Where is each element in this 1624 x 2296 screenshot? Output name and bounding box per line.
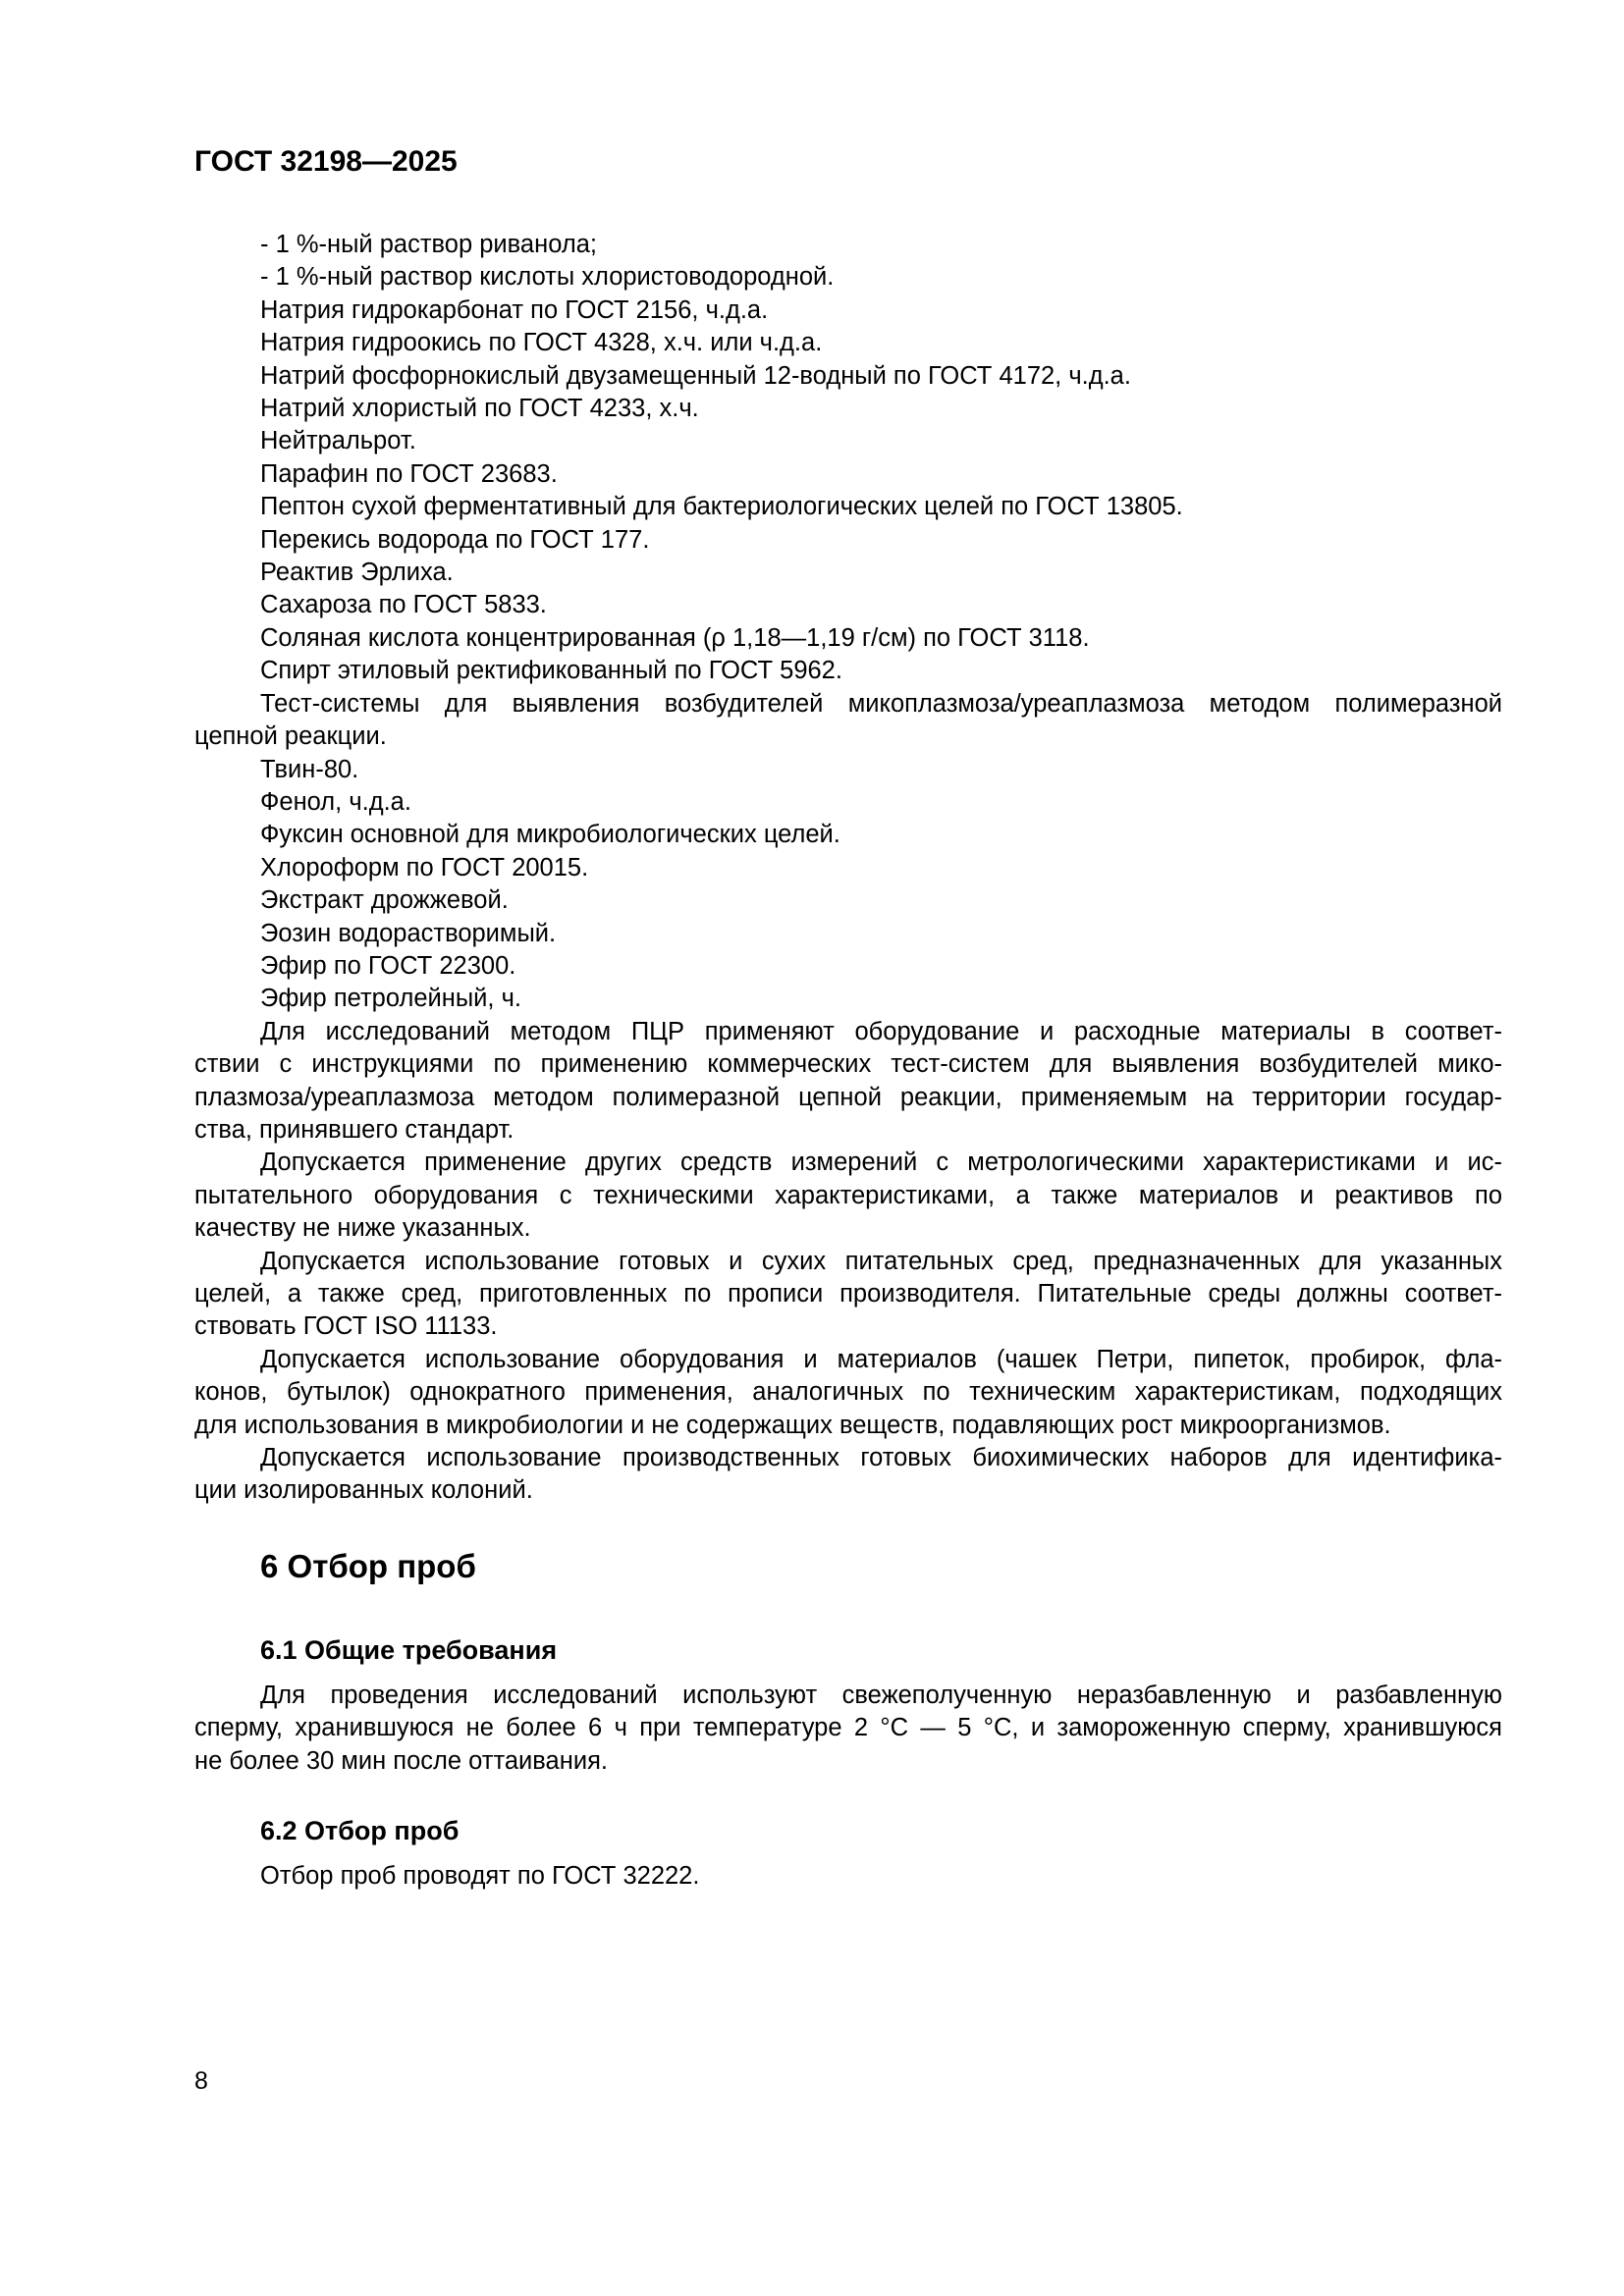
paragraph-line: ствовать ГОСТ ISO 11133. [194, 1312, 498, 1341]
paragraph-line: ции изолированных колоний. [194, 1476, 533, 1505]
text-line: Пептон сухой ферментативный для бактериологических целей по ГОСТ 13805. [260, 493, 1183, 521]
paragraph [194, 1147, 1502, 1245]
text-line: Фенол, ч.д.а. [260, 787, 411, 816]
text-line: Натрий хлористый по ГОСТ 4233, х.ч. [260, 395, 699, 423]
paragraph-line: цепной реакции. [194, 722, 387, 751]
text-line: Нейтральрот. [260, 427, 416, 455]
text-line: Натрий фосфорнокислый двузамещенный 12-водный по ГОСТ 4172, ч.д.а. [260, 361, 1131, 390]
paragraph [194, 1344, 1502, 1442]
paragraph-line: Допускается применение других средств измерений с метрологическими характеристиками и ис- [260, 1148, 1502, 1177]
paragraph [194, 1442, 1502, 1508]
text-line: Эфир по ГОСТ 22300. [260, 951, 516, 980]
paragraph-line: Допускается использование оборудования и материалов (чашек Петри, пипеток, пробирок, фла- [260, 1345, 1502, 1373]
paragraph-line: пытательного оборудования с техническими характеристиками, а также материалов и реактивов по [194, 1181, 1502, 1209]
document-body [194, 229, 1502, 1893]
paragraph [194, 1016, 1502, 1148]
paragraph-line: целей, а также сред, приготовленных по прописи производителя. Питательные среды должны соответ- [194, 1280, 1502, 1308]
paragraph-line: Для исследований методом ПЦР применяют оборудование и расходные материалы в соответ- [260, 1017, 1502, 1045]
paragraph-line: Допускается использование производственных готовых биохимических наборов для идентифика- [260, 1444, 1502, 1472]
subsection-heading: 6.1 Общие требования [260, 1634, 558, 1665]
subsection-heading: 6.2 Отбор проб [260, 1816, 460, 1846]
text-line: Сахароза по ГОСТ 5833. [260, 591, 547, 619]
paragraph-line: для использования в микробиологии и не содержащих веществ, подавляющих рост микроорганизмов. [194, 1411, 1391, 1439]
paragraph-line: качеству не ниже указанных. [194, 1214, 531, 1243]
text-line: Хлороформ по ГОСТ 20015. [260, 853, 589, 881]
paragraph-line: Для проведения исследований используют свежеполученную неразбавленную и разбавленную [260, 1681, 1502, 1709]
paragraph-line: плазмоза/уреаплазмоза методом полимеразной цепной реакции, применяемым на территории государ- [194, 1083, 1502, 1111]
text-line: Фуксин основной для микробиологических целей. [260, 821, 840, 849]
text-line: Эфир петролейный, ч. [260, 985, 521, 1013]
text-line: Парафин по ГОСТ 23683. [260, 459, 558, 488]
text-line: - 1 %-ный раствор риванола; [260, 231, 597, 258]
section-heading: 6 Отбор проб [260, 1547, 476, 1584]
text-line: - 1 %-ный раствор кислоты хлористоводородной. [260, 263, 835, 292]
text-line: Перекись водорода по ГОСТ 177. [260, 525, 650, 554]
paragraph-line: сперму, хранившуюся не более 6 ч при температуре 2 °С — 5 °С, и замороженную сперму, хранившуюся [194, 1714, 1502, 1742]
text-line: Спирт этиловый ректификованный по ГОСТ 5962. [260, 657, 842, 685]
text-line: Натрия гидрокарбонат по ГОСТ 2156, ч.д.а. [260, 295, 769, 324]
text-line: Твин-80. [260, 755, 359, 783]
page-number: 8 [194, 2067, 208, 2095]
paragraph-line: Допускается использование готовых и сухих питательных сред, предназначенных для указанных [260, 1247, 1502, 1275]
text-line: Экстракт дрожжевой. [260, 886, 509, 915]
text-line: Реактив Эрлиха. [260, 559, 454, 587]
text-line: Соляная кислота концентрированная (ρ 1,18—1,19 г/см) по ГОСТ 3118. [260, 623, 1090, 652]
text-line: Отбор проб проводят по ГОСТ 32222. [260, 1862, 700, 1891]
text-line: Эозин водорастворимый. [260, 919, 557, 947]
text-line: Натрия гидроокись по ГОСТ 4328, х.ч. или ч.д.а. [260, 329, 823, 357]
paragraph [194, 688, 1502, 754]
paragraph-line: не более 30 мин после оттаивания. [194, 1746, 608, 1775]
paragraph-line: ства, принявшего стандарт. [194, 1115, 514, 1144]
paragraph-line: конов, бутылок) однократного применения, аналогичных по техническим характеристикам, подходящих [194, 1378, 1502, 1407]
paragraph-line: Тест-системы для выявления возбудителей микоплазмоза/уреаплазмоза методом полимеразной [260, 689, 1502, 718]
paragraph-line: ствии с инструкциями по применению коммерческих тест-систем для выявления возбудителей мико- [194, 1050, 1502, 1079]
paragraph [194, 1680, 1502, 1778]
paragraph [194, 1246, 1502, 1344]
document-standard-designation: ГОСТ 32198—2025 [194, 145, 458, 178]
